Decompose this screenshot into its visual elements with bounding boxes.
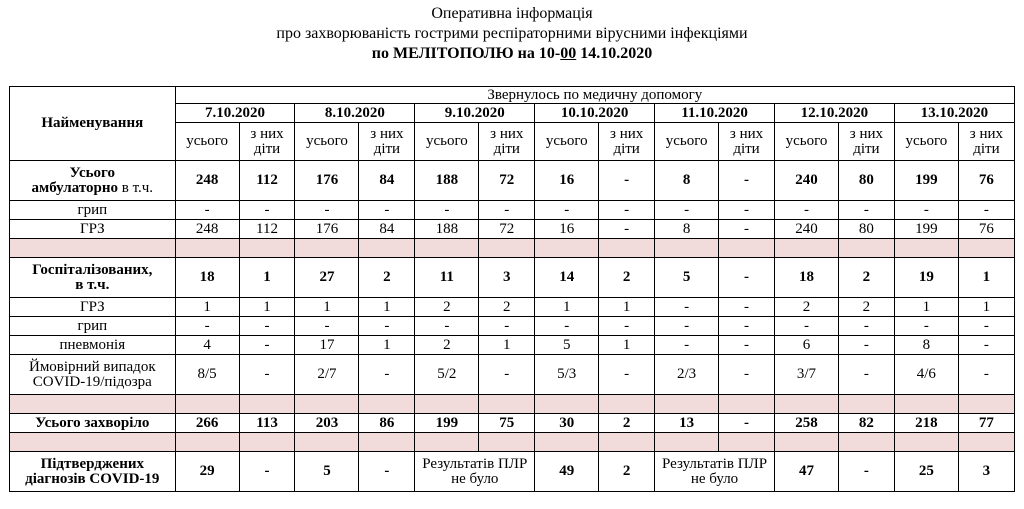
value-cell: 199 <box>894 161 958 201</box>
value-cell: - <box>359 317 415 336</box>
value-cell: 1 <box>958 298 1014 317</box>
total-col-header: усього <box>295 123 359 161</box>
total-col-header: усього <box>415 123 479 161</box>
value-cell: 2 <box>838 298 894 317</box>
value-cell: 1 <box>894 298 958 317</box>
row-label: ГРЗ <box>10 298 176 317</box>
spacer-row <box>10 395 1015 414</box>
total-col-header: усього <box>175 123 239 161</box>
value-cell: 2 <box>774 298 838 317</box>
value-cell: - <box>958 317 1014 336</box>
row-label: Госпіталізованих, в т.ч. <box>10 258 176 298</box>
value-cell: 2 <box>599 452 655 492</box>
value-cell: 6 <box>774 336 838 355</box>
report-location-date: по МЕЛІТОПОЛЮ на 10-00 14.10.2020 <box>371 45 653 62</box>
value-cell: 8 <box>894 336 958 355</box>
value-cell: 2 <box>359 258 415 298</box>
value-cell: 113 <box>239 414 295 433</box>
row-hosp-arvi <box>10 298 1015 317</box>
value-cell: 16 <box>535 161 599 201</box>
value-cell: - <box>599 220 655 239</box>
value-cell: 76 <box>958 161 1014 201</box>
value-cell: - <box>838 452 894 492</box>
value-cell: 1 <box>599 336 655 355</box>
value-cell: 86 <box>359 414 415 433</box>
value-cell: 11 <box>415 258 479 298</box>
value-cell: - <box>719 258 775 298</box>
total-col-header: усього <box>655 123 719 161</box>
value-cell: - <box>958 336 1014 355</box>
value-cell: 1 <box>535 298 599 317</box>
date-header: 12.10.2020 <box>774 104 894 123</box>
value-cell: - <box>958 201 1014 220</box>
row-hosp-covid <box>10 355 1015 395</box>
value-cell: 4/6 <box>894 355 958 395</box>
row-hosp-pneumonia <box>10 336 1015 355</box>
value-cell: 188 <box>415 220 479 239</box>
value-cell: - <box>359 452 415 492</box>
value-cell: - <box>774 317 838 336</box>
value-cell: 13 <box>655 414 719 433</box>
spacer-row <box>10 433 1015 452</box>
morbidity-table <box>9 86 1015 492</box>
value-cell: 248 <box>175 220 239 239</box>
value-cell: - <box>599 161 655 201</box>
row-amb-arvi <box>10 220 1015 239</box>
value-cell: 75 <box>479 414 535 433</box>
value-cell: 2 <box>599 258 655 298</box>
no-pcr-note: Результатів ПЛР не було <box>415 452 535 492</box>
value-cell: - <box>415 201 479 220</box>
children-col-header: з них діти <box>479 123 535 161</box>
value-cell: - <box>479 317 535 336</box>
value-cell: 1 <box>239 258 295 298</box>
value-cell: - <box>415 317 479 336</box>
value-cell: 84 <box>359 161 415 201</box>
value-cell: - <box>838 317 894 336</box>
value-cell: 4 <box>175 336 239 355</box>
value-cell: 2/3 <box>655 355 719 395</box>
date-header: 11.10.2020 <box>655 104 775 123</box>
row-total-sick <box>10 414 1015 433</box>
group-header: Звернулось по медичну допомогу <box>175 87 1014 104</box>
value-cell: 240 <box>774 161 838 201</box>
value-cell: 5 <box>655 258 719 298</box>
report-title: Оперативна інформація <box>431 5 593 22</box>
children-col-header: з них діти <box>239 123 295 161</box>
value-cell: - <box>479 355 535 395</box>
value-cell: 18 <box>175 258 239 298</box>
value-cell: 1 <box>359 336 415 355</box>
value-cell: - <box>838 201 894 220</box>
value-cell: - <box>535 317 599 336</box>
value-cell: - <box>239 452 295 492</box>
value-cell: - <box>239 355 295 395</box>
value-cell: 3/7 <box>774 355 838 395</box>
value-cell: 2 <box>838 258 894 298</box>
date-header: 8.10.2020 <box>295 104 415 123</box>
value-cell: - <box>239 336 295 355</box>
report-subtitle: про захворюваність гострими респіраторними вірусними інфекціями <box>276 25 748 42</box>
value-cell: - <box>719 220 775 239</box>
value-cell: 5/3 <box>535 355 599 395</box>
row-label: ГРЗ <box>10 220 176 239</box>
value-cell: - <box>894 201 958 220</box>
value-cell: 1 <box>295 298 359 317</box>
value-cell: - <box>239 317 295 336</box>
value-cell: 1 <box>599 298 655 317</box>
value-cell: 218 <box>894 414 958 433</box>
value-cell: 266 <box>175 414 239 433</box>
no-pcr-note: Результатів ПЛР не було <box>655 452 775 492</box>
value-cell: 1 <box>958 258 1014 298</box>
value-cell: - <box>359 355 415 395</box>
children-col-header: з них діти <box>359 123 415 161</box>
row-label: Ймовірний випадок COVID-19/підозра <box>10 355 176 395</box>
value-cell: - <box>599 355 655 395</box>
header-row-group <box>10 87 1015 104</box>
row-hosp-total <box>10 258 1015 298</box>
value-cell: - <box>599 317 655 336</box>
row-label: Усього амбулаторно в т.ч. <box>10 161 176 201</box>
value-cell: 18 <box>774 258 838 298</box>
value-cell: - <box>719 355 775 395</box>
value-cell: 2 <box>599 414 655 433</box>
value-cell: 5/2 <box>415 355 479 395</box>
value-cell: 1 <box>479 336 535 355</box>
date-header: 7.10.2020 <box>175 104 295 123</box>
value-cell: 17 <box>295 336 359 355</box>
value-cell: 176 <box>295 161 359 201</box>
value-cell: - <box>655 336 719 355</box>
value-cell: - <box>719 298 775 317</box>
value-cell: 84 <box>359 220 415 239</box>
value-cell: 80 <box>838 220 894 239</box>
date-header: 13.10.2020 <box>894 104 1014 123</box>
value-cell: - <box>958 355 1014 395</box>
children-col-header: з них діти <box>599 123 655 161</box>
value-cell: - <box>655 201 719 220</box>
children-col-header: з них діти <box>958 123 1014 161</box>
value-cell: 49 <box>535 452 599 492</box>
value-cell: 25 <box>894 452 958 492</box>
row-label: Усього захворіло <box>10 414 176 433</box>
value-cell: 14 <box>535 258 599 298</box>
value-cell: 112 <box>239 220 295 239</box>
value-cell: - <box>599 201 655 220</box>
value-cell: 77 <box>958 414 1014 433</box>
value-cell: - <box>719 336 775 355</box>
value-cell: 112 <box>239 161 295 201</box>
value-cell: - <box>774 201 838 220</box>
value-cell: 2 <box>479 298 535 317</box>
value-cell: 72 <box>479 220 535 239</box>
value-cell: 2/7 <box>295 355 359 395</box>
row-amb-total <box>10 161 1015 201</box>
value-cell: - <box>719 414 775 433</box>
row-label: пневмонія <box>10 336 176 355</box>
children-col-header: з них діти <box>838 123 894 161</box>
value-cell: 3 <box>958 452 1014 492</box>
value-cell: - <box>239 201 295 220</box>
value-cell: - <box>838 336 894 355</box>
value-cell: 27 <box>295 258 359 298</box>
name-column-header: Найменування <box>10 87 176 161</box>
row-label: грип <box>10 201 176 220</box>
value-cell: 3 <box>479 258 535 298</box>
value-cell: 188 <box>415 161 479 201</box>
value-cell: - <box>175 201 239 220</box>
value-cell: - <box>295 201 359 220</box>
value-cell: - <box>719 161 775 201</box>
value-cell: 47 <box>774 452 838 492</box>
total-col-header: усього <box>535 123 599 161</box>
value-cell: - <box>719 317 775 336</box>
value-cell: 29 <box>175 452 239 492</box>
value-cell: 258 <box>774 414 838 433</box>
value-cell: 248 <box>175 161 239 201</box>
row-label: грип <box>10 317 176 336</box>
value-cell: 16 <box>535 220 599 239</box>
value-cell: 5 <box>535 336 599 355</box>
value-cell: - <box>894 317 958 336</box>
children-col-header: з них діти <box>719 123 775 161</box>
value-cell: - <box>655 298 719 317</box>
value-cell: 80 <box>838 161 894 201</box>
value-cell: 203 <box>295 414 359 433</box>
value-cell: 8 <box>655 161 719 201</box>
row-hosp-flu <box>10 317 1015 336</box>
value-cell: - <box>479 201 535 220</box>
value-cell: 1 <box>239 298 295 317</box>
value-cell: 8 <box>655 220 719 239</box>
value-cell: - <box>719 201 775 220</box>
value-cell: 8/5 <box>175 355 239 395</box>
value-cell: 82 <box>838 414 894 433</box>
value-cell: 5 <box>295 452 359 492</box>
value-cell: 30 <box>535 414 599 433</box>
value-cell: 2 <box>415 298 479 317</box>
report-header <box>0 0 1024 64</box>
date-header: 10.10.2020 <box>535 104 655 123</box>
value-cell: 19 <box>894 258 958 298</box>
spacer-row <box>10 239 1015 258</box>
value-cell: - <box>535 201 599 220</box>
value-cell: 1 <box>175 298 239 317</box>
value-cell: - <box>359 201 415 220</box>
value-cell: 1 <box>359 298 415 317</box>
total-col-header: усього <box>774 123 838 161</box>
row-label: Підтверджених діагнозів COVID-19 <box>10 452 176 492</box>
value-cell: 240 <box>774 220 838 239</box>
value-cell: 76 <box>958 220 1014 239</box>
total-col-header: усього <box>894 123 958 161</box>
value-cell: - <box>655 317 719 336</box>
value-cell: - <box>295 317 359 336</box>
value-cell: 72 <box>479 161 535 201</box>
row-confirmed-covid <box>10 452 1015 492</box>
value-cell: 199 <box>415 414 479 433</box>
value-cell: - <box>175 317 239 336</box>
value-cell: - <box>838 355 894 395</box>
value-cell: 199 <box>894 220 958 239</box>
date-header: 9.10.2020 <box>415 104 535 123</box>
value-cell: 2 <box>415 336 479 355</box>
row-amb-flu <box>10 201 1015 220</box>
value-cell: 176 <box>295 220 359 239</box>
